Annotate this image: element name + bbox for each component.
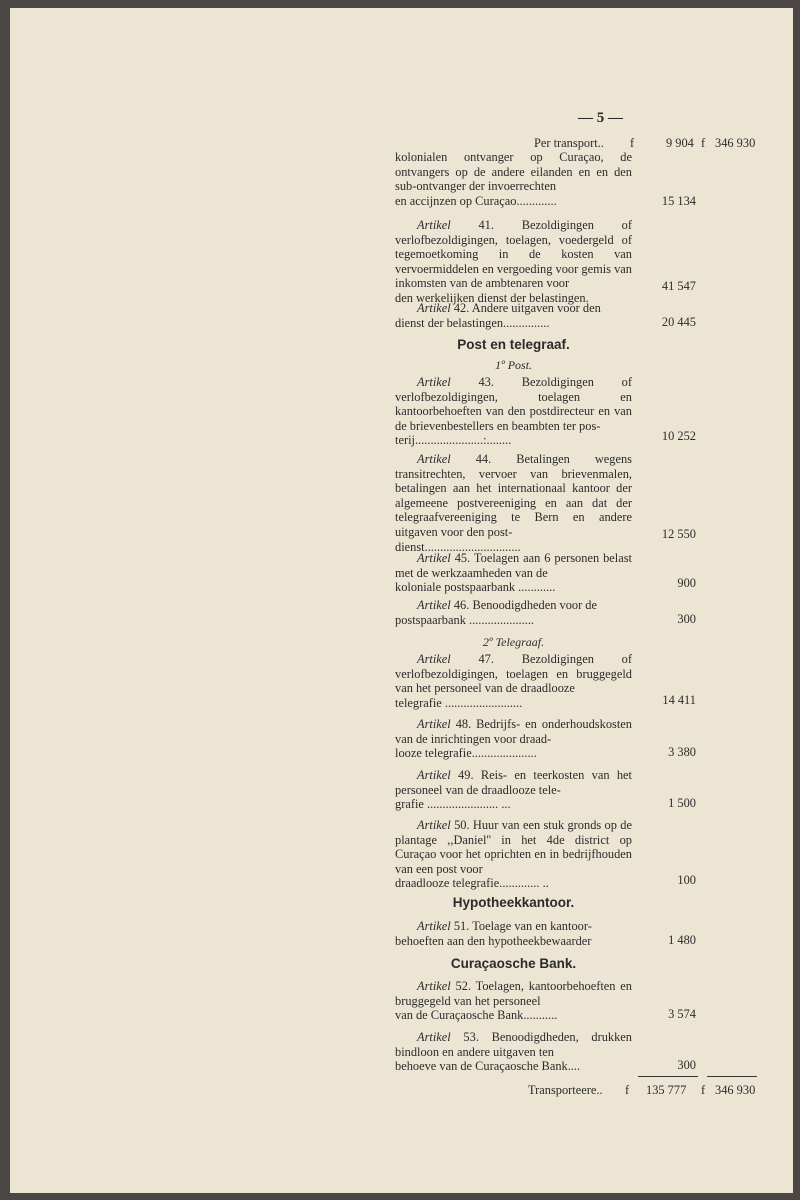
article-number: 44.	[475, 452, 492, 466]
document-page	[10, 8, 793, 1193]
transport-bottom-amount2: 346 930	[715, 1083, 756, 1097]
article-52-amount: 3 574	[668, 1007, 696, 1021]
article-label: Artikel	[417, 717, 451, 731]
article-44-amount: 12 550	[661, 527, 696, 541]
article-51	[395, 919, 632, 948]
subheading-post: 1º Post.	[494, 358, 533, 372]
transport-top-amount1: 9 904	[666, 136, 694, 150]
article-text: Bedrijfs- en onderhoudskosten van de inrichtingen voor draad-	[395, 717, 632, 746]
article-number: 45.	[454, 551, 471, 565]
article-46-amount: 300	[677, 612, 696, 626]
article-label: Artikel	[417, 375, 451, 389]
article-label: Artikel	[417, 768, 451, 782]
article-42	[395, 301, 632, 330]
article-41	[395, 218, 632, 306]
transport-top-label: Per transport..	[534, 136, 604, 150]
article-last-line: telegrafie .........................	[395, 695, 523, 710]
article-48	[395, 717, 632, 761]
article-last-line: den werkelijken dienst der belastingen.	[395, 290, 589, 305]
article-label: Artikel	[417, 218, 451, 232]
article-51-amount: 1 480	[668, 933, 696, 947]
article-number: 49.	[458, 768, 474, 782]
article-label: Artikel	[417, 1030, 451, 1044]
article-text: Benoodigdheden voor de	[472, 598, 598, 612]
transport-top-f1: f	[630, 136, 635, 150]
article-label: Artikel	[417, 652, 451, 666]
intro-paragraph	[395, 150, 632, 208]
article-52	[395, 979, 632, 1023]
article-last-line: looze telegrafie.....................	[395, 746, 537, 761]
article-label: Artikel	[417, 818, 451, 832]
article-number: 47.	[478, 652, 494, 666]
article-text: Benoodigdheden, drukken bindloon en andere uitgaven ten	[395, 1030, 632, 1059]
transport-bottom-amount1: 135 777	[646, 1083, 687, 1097]
article-46	[395, 598, 632, 627]
article-text: Betalingen wegens transitrechten, vervoer van brievenmalen, betalingen aan het internationaal kantoor der algemeene postvereeniging en aan dat der telegraafvereeniging te Bern en andere uitgaven voor den post-	[395, 452, 632, 539]
article-label: Artikel	[417, 598, 451, 612]
article-last-line: grafie ....................... ...	[395, 797, 511, 812]
article-50-amount: 100	[677, 873, 696, 887]
article-label: Artikel	[417, 919, 451, 933]
article-number: 53.	[463, 1030, 479, 1044]
article-number: 42.	[453, 301, 470, 315]
article-last-line: koloniale postspaarbank ............	[395, 580, 556, 595]
intro-last-line: en accijnzen op Curaçao.............	[395, 193, 557, 208]
article-number: 48.	[455, 717, 472, 731]
article-number: 41.	[478, 218, 494, 232]
article-48-amount: 3 380	[668, 745, 696, 759]
article-47-amount: 14 411	[662, 693, 696, 707]
article-text: Toelagen, kantoorbehoeften en bruggegeld van het personeel	[395, 979, 632, 1008]
article-53-amount: 300	[677, 1058, 696, 1072]
heading-hypotheekkantoor: Hypotheekkantoor.	[452, 895, 575, 910]
article-last-line: terij......................:........	[395, 433, 512, 448]
article-42-amount: 20 445	[661, 315, 696, 329]
article-text: Huur van een stuk gronds op de plantage ,,Daniel'' in het 4de district op Curaçao voor het oprichten en in bedrijfhouden van een post voor	[395, 818, 632, 876]
article-44	[395, 452, 632, 554]
article-47	[395, 652, 632, 710]
article-last-line: draadlooze telegrafie............. ..	[395, 876, 549, 891]
article-text: Toelage van en kantoor-	[472, 919, 592, 933]
transport-top	[534, 136, 604, 151]
article-text: Bezoldigingen of verlofbezoldigingen, toelagen en kantoorbehoeften van den postdirecteur en van de brievenbestellers en beambten ter pos-	[395, 375, 632, 433]
article-text: Reis- en teerkosten van het personeel van de draadlooze tele-	[395, 768, 632, 797]
total-rule-left	[638, 1076, 698, 1077]
article-text: Bezoldigingen of verlofbezoldigingen, toelagen, voedergeld of tegemoetkoming in de kosten van vervoermiddelen en vergoeding voor gemis van inkomsten van de ambtenaren voor	[395, 218, 632, 291]
article-last-line: behoeften aan den hypotheekbewaarder	[395, 933, 592, 948]
transport-bottom-f2: f	[701, 1083, 706, 1097]
article-number: 43.	[478, 375, 494, 389]
article-43	[395, 375, 632, 448]
transport-top-f2: f	[701, 136, 706, 150]
heading-curacaosche-bank: Curaçaosche Bank.	[450, 956, 577, 971]
transport-top-amount2: 346 930	[715, 136, 756, 150]
page-number: — 5 —	[578, 110, 623, 126]
transport-bottom-label: Transporteere..	[528, 1083, 603, 1097]
article-label: Artikel	[417, 301, 451, 315]
article-49	[395, 768, 632, 812]
heading-post-telegraaf: Post en telegraaf.	[457, 337, 570, 352]
intro-amount: 15 134	[661, 194, 696, 208]
article-49-amount: 1 500	[668, 796, 696, 810]
article-last-line: behoeve van de Curaçaosche Bank....	[395, 1059, 581, 1074]
article-number: 51.	[453, 919, 470, 933]
article-label: Artikel	[417, 452, 451, 466]
article-53	[395, 1030, 632, 1074]
subheading-telegraaf: 2º Telegraaf.	[482, 635, 545, 649]
article-45-amount: 900	[677, 576, 696, 590]
article-last-line: dienst...............................	[395, 539, 521, 554]
article-number: 50.	[454, 818, 470, 832]
article-last-line: van de Curaçaosche Bank...........	[395, 1008, 558, 1023]
article-text: Toelagen aan 6 personen belast met de werkzaamheden van de	[395, 551, 632, 580]
total-rule-right	[707, 1076, 757, 1077]
article-43-amount: 10 252	[661, 429, 696, 443]
article-label: Artikel	[417, 551, 451, 565]
article-text: Bezoldigingen of verlofbezoldigingen, toelagen en bruggegeld van het personeel van de draadlooze	[395, 652, 632, 696]
article-41-amount: 41 547	[661, 279, 696, 293]
article-text: Andere uitgaven voor den	[471, 301, 601, 315]
article-45	[395, 551, 632, 595]
article-last-line: postspaarbank .....................	[395, 612, 535, 627]
article-number: 46.	[453, 598, 470, 612]
article-number: 52.	[455, 979, 472, 993]
article-50	[395, 818, 632, 891]
transport-bottom-f1: f	[625, 1083, 630, 1097]
article-label: Artikel	[417, 979, 451, 993]
article-last-line: dienst der belastingen...............	[395, 315, 550, 330]
intro-text: kolonialen ontvanger op Curaçao, de ontvangers op de andere eilanden en en den sub-ontvanger der invoerrechten	[395, 150, 632, 194]
